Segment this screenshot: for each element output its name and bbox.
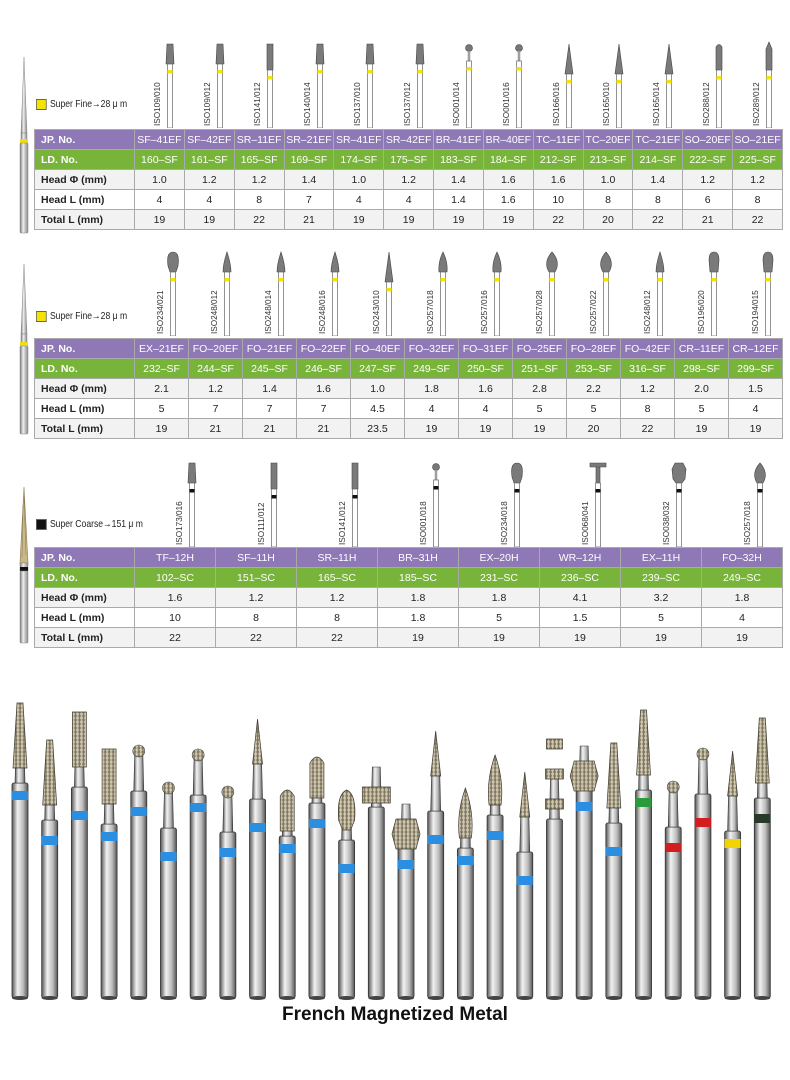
bur-diagram-wheel	[588, 445, 608, 547]
table-cell: 1.4	[243, 379, 297, 399]
table-cell: 19	[184, 210, 234, 230]
table-cell: FO–21EF	[243, 339, 297, 359]
table-cell: 19	[135, 419, 189, 439]
table-cell: 1.0	[583, 170, 633, 190]
table-cell: 5	[513, 399, 567, 419]
iso-code-label: ISO248/012	[210, 290, 220, 334]
grit-label-text: Super Fine→28 μ m	[49, 310, 128, 322]
table-cell: 8	[583, 190, 633, 210]
iso-code-label: ISO257/018	[426, 290, 436, 334]
table-cell: SF–11H	[216, 548, 297, 568]
table-cell: 1.5	[729, 379, 783, 399]
bur-diagram-flame	[271, 236, 291, 336]
table-cell: 1.0	[351, 379, 405, 399]
table-cell: 19	[702, 628, 783, 648]
iso-code-label: ISO109/010	[152, 82, 162, 126]
table-row-head-l	[35, 190, 783, 210]
table-cell: 1.4	[284, 170, 334, 190]
table-cell: 4	[405, 399, 459, 419]
bur-diagram-cyl-flat	[345, 445, 365, 547]
table-cell: 23.5	[351, 419, 405, 439]
table-row-head-d	[35, 588, 783, 608]
table-cell: 236–SC	[540, 568, 621, 588]
bur-diagram-row	[0, 236, 790, 336]
table-cell: 185–SC	[378, 568, 459, 588]
bur-diagram-taper-flat	[310, 28, 330, 128]
table-cell: 20	[567, 419, 621, 439]
table-cell: 316–SF	[621, 359, 675, 379]
photo-bur-needle	[250, 719, 266, 1000]
photo-bur-flame	[457, 788, 473, 1000]
table-cell: TC–11EF	[533, 130, 583, 150]
iso-code-label: ISO257/022	[588, 290, 598, 334]
table-cell: 21	[683, 210, 733, 230]
table-cell: 1.2	[683, 170, 733, 190]
bur-diagram-flame	[217, 236, 237, 336]
table-cell: 1.0	[334, 170, 384, 190]
table-cell: 1.2	[184, 170, 234, 190]
table-cell: FO–42EF	[621, 339, 675, 359]
table-cell: 1.2	[733, 170, 783, 190]
table-cell: TC–21EF	[633, 130, 683, 150]
table-cell: 8	[633, 190, 683, 210]
bur-diagram-ball	[459, 28, 479, 128]
table-cell: 239–SC	[621, 568, 702, 588]
iso-code-label: ISO248/012	[642, 290, 652, 334]
photo-bur-wheel	[362, 767, 390, 1000]
photo-bur-flame	[487, 755, 503, 1000]
bur-diagram-bullet	[758, 236, 778, 336]
iso-code-label: ISO068/041	[581, 501, 591, 545]
table-cell: 214–SF	[633, 150, 683, 170]
table-cell: 4	[702, 608, 783, 628]
table-cell: FO–40EF	[351, 339, 405, 359]
table-cell: 10	[533, 190, 583, 210]
table-cell: 222–SF	[683, 150, 733, 170]
table-row-jp	[35, 339, 783, 359]
table-cell: CR–12EF	[729, 339, 783, 359]
bur-diagram-flame-s	[487, 236, 507, 336]
table-cell: 160–SF	[135, 150, 185, 170]
table-cell: 19	[434, 210, 484, 230]
table-cell: 2.8	[513, 379, 567, 399]
iso-code-label: ISO289/012	[752, 82, 762, 126]
table-cell: WR–12H	[540, 548, 621, 568]
table-cell: 1.4	[434, 170, 484, 190]
table-cell: 8	[297, 608, 378, 628]
table-cell: EX–21EF	[135, 339, 189, 359]
bur-diagram-egg	[507, 445, 527, 547]
photo-bur-ball	[160, 782, 176, 1000]
table-cell: FO–28EF	[567, 339, 621, 359]
iso-code-label: ISO001/014	[452, 82, 462, 126]
table-cell: BR–41EF	[434, 130, 484, 150]
table-row-ld	[35, 150, 783, 170]
row-header: JP. No.	[35, 339, 135, 359]
iso-code-label: ISO001/016	[502, 82, 512, 126]
table-cell: 244–SF	[189, 359, 243, 379]
row-header: Head Φ (mm)	[35, 379, 135, 399]
iso-code-label: ISO288/012	[702, 82, 712, 126]
table-cell: BR–31H	[378, 548, 459, 568]
photo-bur-stack	[545, 739, 563, 1000]
table-row-ld	[35, 359, 783, 379]
table-cell: FO–32EF	[405, 339, 459, 359]
iso-code-label: ISO243/010	[372, 290, 382, 334]
table-row-head-l	[35, 608, 783, 628]
table-cell: 22	[633, 210, 683, 230]
bur-diagram-taper-flat	[210, 28, 230, 128]
photo-bur-barrel	[392, 804, 420, 1000]
photo-bur-ball	[665, 781, 681, 1000]
bur-diagram-pear	[542, 236, 562, 336]
table-cell: 1.8	[378, 588, 459, 608]
bur-diagram-needle	[379, 236, 399, 336]
bur-diagram-row	[0, 445, 790, 547]
table-cell: 246–SF	[297, 359, 351, 379]
table-cell: 1.8	[378, 608, 459, 628]
table-cell: 175–SF	[384, 150, 434, 170]
table-cell: 4.5	[351, 399, 405, 419]
bur-diagram-ball	[509, 28, 529, 128]
table-cell: 165–SF	[234, 150, 284, 170]
table-cell: 161–SF	[184, 150, 234, 170]
table-cell: 1.8	[405, 379, 459, 399]
row-header: Total L (mm)	[35, 628, 135, 648]
table-cell: 1.2	[297, 588, 378, 608]
row-header: LD. No.	[35, 568, 135, 588]
bur-product-photo	[0, 695, 790, 1005]
photo-bur-cyl-round	[309, 757, 325, 1000]
bur-diagram-taper-flat	[410, 28, 430, 128]
table-row-jp	[35, 130, 783, 150]
table-cell: SR–11H	[297, 548, 378, 568]
table-row-head-d	[35, 170, 783, 190]
photo-bur-taper-flat	[606, 743, 622, 1000]
photo-bur-ball	[695, 748, 711, 1000]
iso-code-label: ISO038/032	[662, 501, 672, 545]
table-cell: EX–20H	[459, 548, 540, 568]
table-cell: 4	[135, 190, 185, 210]
table-cell: 183–SF	[434, 150, 484, 170]
table-cell: 4	[184, 190, 234, 210]
table-cell: 21	[243, 419, 297, 439]
table-cell: 21	[284, 210, 334, 230]
iso-code-label: ISO234/021	[155, 290, 165, 334]
photo-bur-barrel	[570, 746, 598, 1000]
row-header: JP. No.	[35, 130, 135, 150]
iso-code-label: ISO173/016	[175, 501, 185, 545]
table-cell: 7	[189, 399, 243, 419]
table-cell: 1.6	[459, 379, 513, 399]
table-cell: 19	[729, 419, 783, 439]
table-cell: 1.6	[483, 190, 533, 210]
table-cell: FO–32H	[702, 548, 783, 568]
table-cell: 1.0	[135, 170, 185, 190]
table-cell: TF–12H	[135, 548, 216, 568]
row-header: Head Φ (mm)	[35, 588, 135, 608]
iso-code-label: ISO165/010	[602, 82, 612, 126]
table-cell: 8	[234, 190, 284, 210]
iso-code-label: ISO137/010	[352, 82, 362, 126]
table-cell: 1.6	[135, 588, 216, 608]
table-cell: 5	[567, 399, 621, 419]
table-cell: 4	[384, 190, 434, 210]
table-cell: 20	[583, 210, 633, 230]
table-cell: SR–42EF	[384, 130, 434, 150]
bur-diagram-barrel	[669, 445, 689, 547]
table-cell: 4	[459, 399, 513, 419]
iso-code-label: ISO141/012	[337, 501, 347, 545]
photo-bur-ball	[131, 745, 147, 1000]
photo-bur-cyl-flat	[71, 712, 87, 1000]
bur-diagram-ball	[426, 445, 446, 547]
table-cell: 7	[297, 399, 351, 419]
grit-label-text: Super Fine→28 μ m	[49, 98, 128, 110]
table-cell: 4.1	[540, 588, 621, 608]
table-cell: 22	[621, 419, 675, 439]
table-cell: FO–20EF	[189, 339, 243, 359]
table-cell: 1.5	[540, 608, 621, 628]
iso-code-label: ISO137/012	[402, 82, 412, 126]
table-cell: 1.4	[434, 190, 484, 210]
table-cell: SO–20EF	[683, 130, 733, 150]
table-cell: 6	[683, 190, 733, 210]
bur-diagram-taper-flat	[182, 445, 202, 547]
spec-table	[34, 129, 783, 230]
photo-bur-needle	[517, 772, 533, 1000]
bur-diagram-pear	[750, 445, 770, 547]
table-cell: 5	[675, 399, 729, 419]
iso-code-label: ISO196/020	[696, 290, 706, 334]
iso-code-label: ISO194/015	[750, 290, 760, 334]
photo-bur-taper-flat	[12, 703, 28, 1000]
table-cell: 1.2	[234, 170, 284, 190]
table-cell: 21	[297, 419, 351, 439]
table-cell: SR–41EF	[334, 130, 384, 150]
table-cell: 151–SC	[216, 568, 297, 588]
iso-code-label: ISO234/018	[499, 501, 509, 545]
table-cell: 245–SF	[243, 359, 297, 379]
table-cell: 19	[621, 628, 702, 648]
table-row-jp	[35, 548, 783, 568]
table-cell: 1.2	[189, 379, 243, 399]
table-cell: 21	[189, 419, 243, 439]
table-cell: 22	[234, 210, 284, 230]
grit-label-text: Super Coarse→151 μ m	[49, 518, 143, 530]
iso-code-label: ISO109/012	[202, 82, 212, 126]
table-cell: 2.2	[567, 379, 621, 399]
row-header: Head L (mm)	[35, 190, 135, 210]
table-cell: 165–SC	[297, 568, 378, 588]
table-cell: 7	[284, 190, 334, 210]
table-cell: FO–25EF	[513, 339, 567, 359]
bur-diagram-flame-s	[433, 236, 453, 336]
iso-code-label: ISO166/016	[552, 82, 562, 126]
table-cell: EX–11H	[621, 548, 702, 568]
table-cell: 251–SF	[513, 359, 567, 379]
table-cell: 7	[243, 399, 297, 419]
table-cell: 1.8	[702, 588, 783, 608]
table-cell: 298–SF	[675, 359, 729, 379]
iso-code-label: ISO248/016	[318, 290, 328, 334]
table-cell: 19	[675, 419, 729, 439]
bur-diagram-bullet	[704, 236, 724, 336]
bur-diagram-needle	[659, 28, 679, 128]
table-cell: 184–SF	[483, 150, 533, 170]
table-cell: 250–SF	[459, 359, 513, 379]
table-row-head-d	[35, 379, 783, 399]
table-row-ld	[35, 568, 783, 588]
table-cell: 299–SF	[729, 359, 783, 379]
table-cell: 169–SF	[284, 150, 334, 170]
iso-code-label: ISO165/014	[652, 82, 662, 126]
table-cell: 1.8	[459, 588, 540, 608]
photo-bur-needle	[428, 731, 444, 1000]
bur-diagram-egg	[163, 236, 183, 336]
caption: French Magnetized Metal	[282, 1004, 508, 1025]
table-cell: SR–11EF	[234, 130, 284, 150]
bur-diagram-row	[0, 28, 790, 128]
table-cell: 22	[733, 210, 783, 230]
table-cell: 19	[540, 628, 621, 648]
table-cell: 5	[135, 399, 189, 419]
table-cell: CR–11EF	[675, 339, 729, 359]
photo-bur-ball	[190, 749, 206, 1000]
table-cell: 249–SC	[702, 568, 783, 588]
spec-table	[34, 547, 783, 648]
table-cell: 8	[216, 608, 297, 628]
row-header: Head L (mm)	[35, 399, 135, 419]
table-cell: 174–SF	[334, 150, 384, 170]
table-cell: 22	[216, 628, 297, 648]
table-cell: 22	[135, 628, 216, 648]
table-cell: SF–41EF	[135, 130, 185, 150]
table-cell: 253–SF	[567, 359, 621, 379]
table-cell: 4	[729, 399, 783, 419]
iso-code-label: ISO001/018	[418, 501, 428, 545]
iso-code-label: ISO140/014	[302, 82, 312, 126]
table-cell: 19	[459, 419, 513, 439]
table-cell: 19	[513, 419, 567, 439]
table-row-total-l	[35, 210, 783, 230]
bur-diagram-taper-flat	[360, 28, 380, 128]
photo-bur-taper-flat	[636, 710, 652, 1000]
table-cell: 225–SF	[733, 150, 783, 170]
table-cell: 8	[621, 399, 675, 419]
table-cell: 3.2	[621, 588, 702, 608]
table-cell: TC–20EF	[583, 130, 633, 150]
bur-diagram-flame	[325, 236, 345, 336]
table-cell: FO–22EF	[297, 339, 351, 359]
table-cell: 22	[297, 628, 378, 648]
table-cell: 213–SF	[583, 150, 633, 170]
table-cell: SF–42EF	[184, 130, 234, 150]
table-cell: 2.0	[675, 379, 729, 399]
bur-diagram-pear	[596, 236, 616, 336]
table-cell: 19	[405, 419, 459, 439]
bur-diagram-needle	[559, 28, 579, 128]
photo-bur-taper-flat	[42, 740, 58, 1000]
iso-code-label: ISO141/012	[252, 82, 262, 126]
row-header: Total L (mm)	[35, 210, 135, 230]
table-cell: 231–SC	[459, 568, 540, 588]
table-cell: 19	[334, 210, 384, 230]
table-cell: 249–SF	[405, 359, 459, 379]
photo-bur-cyl-flat	[101, 749, 117, 1000]
bur-diagram-cyl-point	[759, 28, 779, 128]
table-cell: 1.2	[621, 379, 675, 399]
bur-diagram-cyl-flat	[260, 28, 280, 128]
table-cell: 8	[733, 190, 783, 210]
iso-code-label: ISO111/012	[256, 502, 266, 545]
bur-diagram-needle	[609, 28, 629, 128]
row-header: LD. No.	[35, 150, 135, 170]
iso-code-label: ISO248/014	[264, 290, 274, 334]
photo-bur-ball	[220, 786, 236, 1000]
iso-code-label: ISO257/016	[480, 290, 490, 334]
table-cell: 232–SF	[135, 359, 189, 379]
table-cell: 10	[135, 608, 216, 628]
table-cell: 5	[459, 608, 540, 628]
table-cell: 2.1	[135, 379, 189, 399]
iso-code-label: ISO257/028	[534, 290, 544, 334]
row-header: JP. No.	[35, 548, 135, 568]
table-cell: 19	[459, 628, 540, 648]
table-cell: 22	[533, 210, 583, 230]
table-row-total-l	[35, 628, 783, 648]
row-header: Head Φ (mm)	[35, 170, 135, 190]
photo-bur-needle	[725, 751, 741, 1000]
table-cell: 1.6	[483, 170, 533, 190]
table-cell: FO–31EF	[459, 339, 513, 359]
table-cell: 19	[378, 628, 459, 648]
table-cell: 102–SC	[135, 568, 216, 588]
bur-diagram-flame	[650, 236, 670, 336]
table-cell: 247–SF	[351, 359, 405, 379]
table-cell: BR–40EF	[483, 130, 533, 150]
table-cell: 1.2	[384, 170, 434, 190]
table-cell: SR–21EF	[284, 130, 334, 150]
table-cell: 1.2	[216, 588, 297, 608]
photo-bur-cyl-round	[279, 790, 295, 1000]
row-header: LD. No.	[35, 359, 135, 379]
table-cell: 1.4	[633, 170, 683, 190]
table-cell: 1.6	[297, 379, 351, 399]
row-header: Total L (mm)	[35, 419, 135, 439]
table-row-total-l	[35, 419, 783, 439]
bur-diagram-taper-flat	[160, 28, 180, 128]
table-cell: 4	[334, 190, 384, 210]
iso-code-label: ISO257/018	[743, 501, 753, 545]
table-cell: 212–SF	[533, 150, 583, 170]
table-cell: 1.6	[533, 170, 583, 190]
photo-bur-taper-flat	[754, 718, 770, 1000]
spec-table	[34, 338, 783, 439]
table-cell: 19	[384, 210, 434, 230]
table-cell: 19	[135, 210, 185, 230]
bur-diagram-cyl-flat	[264, 445, 284, 547]
table-cell: 19	[483, 210, 533, 230]
table-row-head-l	[35, 399, 783, 419]
bur-diagram-cyl-round	[709, 28, 729, 128]
table-cell: 5	[621, 608, 702, 628]
table-cell: SO–21EF	[733, 130, 783, 150]
row-header: Head L (mm)	[35, 608, 135, 628]
photo-bur-egg	[338, 790, 355, 1000]
